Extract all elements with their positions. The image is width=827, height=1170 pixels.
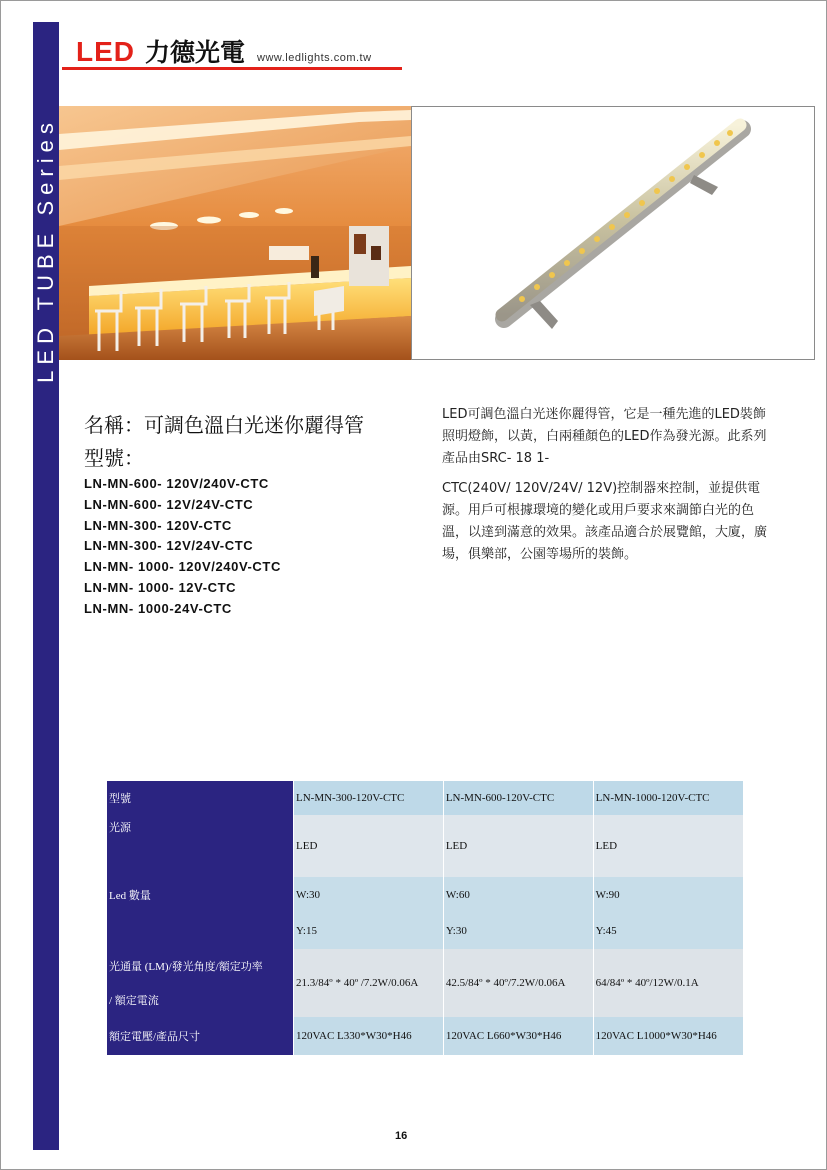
spec-label-model: 型號 xyxy=(107,781,294,815)
spec-label-voltage: 額定電壓/產品尺寸 xyxy=(107,1017,294,1055)
model-list xyxy=(84,474,281,620)
spec-cell-voltage: 120VAC L1000*W30*H46 xyxy=(593,1017,743,1055)
page-number: 16 xyxy=(395,1130,408,1142)
company-name: 力德光電 xyxy=(145,38,246,67)
spec-label-lumen-line2: / 額定電流 xyxy=(109,995,159,1007)
spec-cell-light-source: LED xyxy=(443,815,593,877)
spec-cell-white-qty: W:60 xyxy=(443,877,593,913)
spec-cell-lumen: 64/84º * 40º/12W/0.1A xyxy=(593,949,743,1017)
spec-cell-lumen: 21.3/84º * 40º /7.2W/0.06A xyxy=(294,949,444,1017)
company-url: www.ledlights.com.tw xyxy=(257,52,372,64)
spec-cell-yellow-qty: Y:15 xyxy=(294,913,444,949)
model-item: LN-MN- 1000-24V-CTC xyxy=(84,600,232,616)
spec-cell-yellow-qty: Y:45 xyxy=(593,913,743,949)
header xyxy=(76,33,372,69)
model-item: LN-MN-300- 120V-CTC xyxy=(84,517,232,533)
spec-cell-white-qty: W:90 xyxy=(593,877,743,913)
spec-cell-light-source: LED xyxy=(593,815,743,877)
spec-label-lumen xyxy=(107,949,294,1017)
spec-cell-voltage: 120VAC L660*W30*H46 xyxy=(443,1017,593,1055)
spec-cell-white-qty: W:30 xyxy=(294,877,444,913)
spec-cell-light-source: LED xyxy=(294,815,444,877)
series-label: LED TUBE Series xyxy=(33,117,58,383)
led-tube-product-photo xyxy=(411,106,815,360)
description-paragraph: CTC(240V/ 120V/24V/ 12V)控制器來控制，並提供電源。用戶可根據環境的變化或用戶要求來調節白光的色溫，以達到滿意的效果。該產品適合於展覽館，大廈，廣場，俱樂部，公園等場所的裝飾。 xyxy=(442,481,768,562)
interior-photo xyxy=(59,106,411,360)
header-rule xyxy=(62,67,402,70)
spec-cell-lumen: 42.5/84º * 40º/7.2W/0.06A xyxy=(443,949,593,1017)
model-item: LN-MN- 1000- 120V/240V-CTC xyxy=(84,559,281,575)
model-item: LN-MN-600- 120V/240V-CTC xyxy=(84,476,269,491)
spec-label-empty xyxy=(107,913,294,949)
spec-label-light-source: 光源 xyxy=(107,815,294,877)
spec-label-led-qty: Led 數量 xyxy=(107,877,294,913)
spec-cell-model: LN-MN-300-120V-CTC xyxy=(294,781,444,815)
description-paragraph: LED可調色溫白光迷你麗得管，它是一種先進的LED裝飾照明燈飾，以黃，白兩種顏色的LED作為發光源。此系列產品由SRC- 18 1- xyxy=(442,407,767,466)
spec-label-lumen-line1: 光通量 (LM)/發光角度/額定功率 xyxy=(109,961,263,973)
product-name: 名稱：可調色溫白光迷你麗得管 xyxy=(84,413,364,437)
model-heading: 型號： xyxy=(84,446,144,470)
model-item: LN-MN- 1000- 12V-CTC xyxy=(84,579,237,595)
spec-cell-voltage: 120VAC L330*W30*H46 xyxy=(294,1017,444,1055)
spec-cell-model: LN-MN-600-120V-CTC xyxy=(443,781,593,815)
spec-cell-model: LN-MN-1000-120V-CTC xyxy=(593,781,743,815)
model-item: LN-MN-600- 12V/24V-CTC xyxy=(84,496,254,512)
model-item: LN-MN-300- 12V/24V-CTC xyxy=(84,538,254,554)
spec-table xyxy=(107,781,743,1055)
product-description xyxy=(442,404,772,574)
spec-cell-yellow-qty: Y:30 xyxy=(443,913,593,949)
brand-logo-led: LED xyxy=(76,36,135,67)
